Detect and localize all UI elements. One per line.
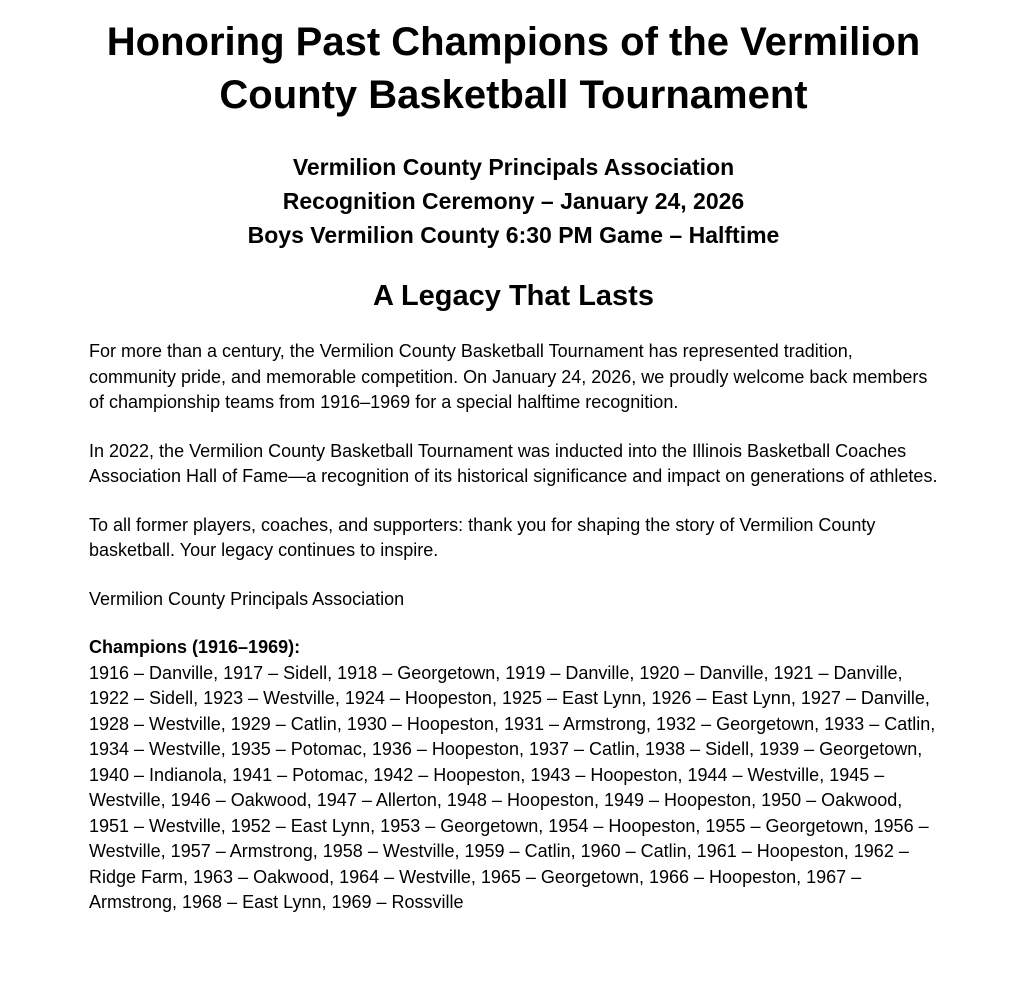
event-subheading [89, 150, 938, 252]
signature: Vermilion County Principals Association [89, 588, 405, 609]
game-time-line: Boys Vermilion County 6:30 PM Game – Halftime [247, 222, 780, 248]
champions-heading: Champions (1916–1969): [89, 637, 301, 657]
page-title-line-1: Honoring Past Champions of the Vermilion [106, 20, 921, 64]
page-title [69, 16, 958, 122]
paragraph-intro: For more than a century, the Vermilion County Basketball Tournament has represented tradition, community pride, and memorable competition. On January 24, 2026, we proudly welcome back members of championship teams from 1916–1969 for a special halftime recognition. [89, 341, 928, 412]
section-heading: A Legacy That Lasts [373, 280, 654, 312]
paragraph-thanks: To all former players, coaches, and supporters: thank you for shaping the story of Vermilion County basketball. Your legacy continues to inspire. [89, 514, 876, 560]
event-date-line: Recognition Ceremony – January 24, 2026 [282, 188, 745, 214]
champions-list: 1916 – Danville, 1917 – Sidell, 1918 – Georgetown, 1919 – Danville, 1920 – Danville, 1921 – Danville, 1922 – Sidell, 1923 – Westville, 1924 – Hoopeston, 1925 – East Lynn, 1926 – East Lynn, 1927 – Danville, 1928 – Westville, 1929 – Catlin, 1930 – Hoopeston, 1931 – Armstrong, 1932 – Georgetown, 1933 – Catlin, 1934 – Westville, 1935 – Potomac, 1936 – Hoopeston, 1937 – Catlin, 1938 – Sidell, 1939 – Georgetown, 1940 – Indianola, 1941 – Potomac, 1942 – Hoopeston, 1943 – Hoopeston, 1944 – Westville, 1945 – Westville, 1946 – Oakwood, 1947 – Allerton, 1948 – Hoopeston, 1949 – Hoopeston, 1950 – Oakwood, 1951 – Westville, 1952 – East Lynn, 1953 – Georgetown, 1954 – Hoopeston, 1955 – Georgetown, 1956 – Westville, 1957 – Armstrong, 1958 – Westville, 1959 – Catlin, 1960 – Catlin, 1961 – Hoopeston, 1962 – Ridge Farm, 1963 – Oakwood, 1964 – Westville, 1965 – Georgetown, 1966 – Hoopeston, 1967 – Armstrong, 1968 – East Lynn, 1969 – Rossville [89, 662, 936, 912]
paragraph-hall-of-fame: In 2022, the Vermilion County Basketball Tournament was inducted into the Illinois Basketball Coaches Association Hall of Fame—a recognition of its historical significance and impact on generations of athletes. [89, 440, 938, 486]
organization-name: Vermilion County Principals Association [292, 154, 735, 180]
page-title-line-2: County Basketball Tournament [219, 73, 808, 117]
champions-section [89, 635, 938, 916]
